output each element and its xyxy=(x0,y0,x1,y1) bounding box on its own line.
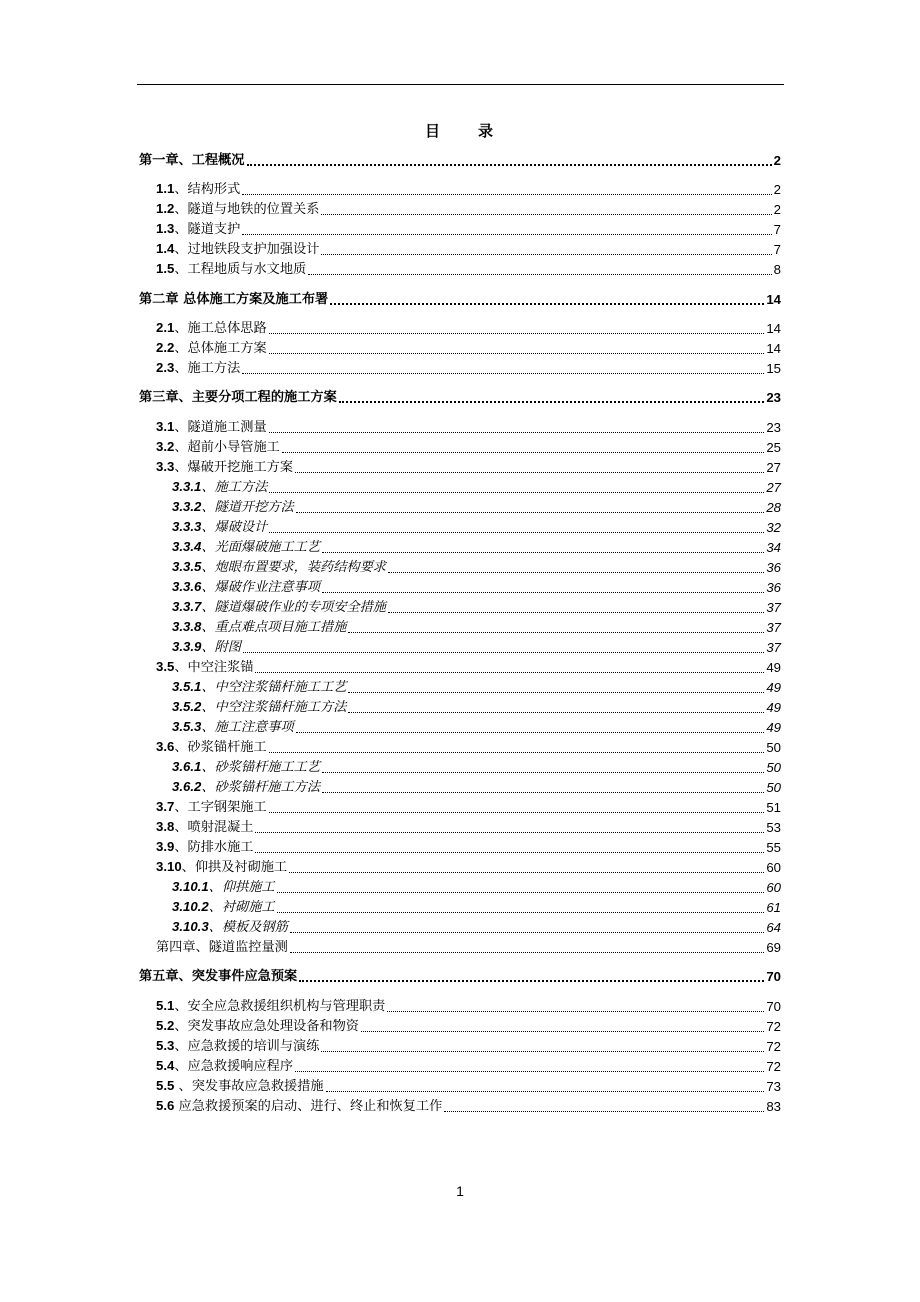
toc-entry-3-3-9[interactable]: 3.3.9、附图 37 xyxy=(172,639,781,655)
toc-entry-3-5-3[interactable]: 3.5.3、施工注意事项 49 xyxy=(172,719,781,735)
page-number: 1 xyxy=(456,1183,464,1199)
toc-entry-5-2[interactable]: 5.2、突发事故应急处理设备和物资 72 xyxy=(156,1018,781,1034)
toc-entry-5-3[interactable]: 5.3、应急救援的培训与演练 72 xyxy=(156,1038,781,1054)
toc-title-left: 目 xyxy=(424,122,442,140)
toc-entry-5-1[interactable]: 5.1、安全应急救援组织机构与管理职责 70 xyxy=(156,998,781,1014)
toc-entry-2-3[interactable]: 2.3、施工方法 15 xyxy=(156,360,781,376)
toc-entry-1-5[interactable]: 1.5、工程地质与水文地质 8 xyxy=(156,261,781,277)
toc-entry-1-2[interactable]: 1.2、隧道与地铁的位置关系 2 xyxy=(156,201,781,217)
toc-entry-3-3-1[interactable]: 3.3.1、施工方法 27 xyxy=(172,479,781,495)
toc-entry-3-7[interactable]: 3.7、工字钢架施工 51 xyxy=(156,799,781,815)
toc-title-right: 录 xyxy=(478,122,496,140)
toc-entry-3-10-2[interactable]: 3.10.2、衬砌施工 61 xyxy=(172,899,781,915)
toc-entry-1-4[interactable]: 1.4、过地铁段支护加强设计 7 xyxy=(156,241,781,257)
toc-entry-3-3-8[interactable]: 3.3.8、重点难点项目施工措施 37 xyxy=(172,619,781,635)
toc-entry-3-5-1[interactable]: 3.5.1、中空注浆锚杆施工工艺 49 xyxy=(172,679,781,695)
toc-entry-3-10[interactable]: 3.10、仰拱及衬砌施工 60 xyxy=(156,859,781,875)
toc-entry-chapter-2[interactable]: 第二章 总体施工方案及施工布署 14 xyxy=(139,292,781,307)
toc-entry-3-3-6[interactable]: 3.3.6、爆破作业注意事项 36 xyxy=(172,579,781,595)
toc-entry-chapter-1[interactable]: 第一章、工程概况 2 xyxy=(139,153,781,168)
toc-entry-3-2[interactable]: 3.2、超前小导管施工 25 xyxy=(156,439,781,455)
toc-entry-3-6-1[interactable]: 3.6.1、砂浆锚杆施工工艺 50 xyxy=(172,759,781,775)
toc-entry-3-5-2[interactable]: 3.5.2、中空注浆锚杆施工方法 49 xyxy=(172,699,781,715)
toc-entry-3-9[interactable]: 3.9、防排水施工 55 xyxy=(156,839,781,855)
toc-entry-3-3-3[interactable]: 3.3.3、爆破设计 32 xyxy=(172,519,781,535)
toc-entry-chapter-5[interactable]: 第五章、突发事件应急预案 70 xyxy=(139,969,781,984)
toc-entry-3-3-5[interactable]: 3.3.5、炮眼布置要求，装药结构要求 36 xyxy=(172,559,781,575)
toc-entry-3-3-2[interactable]: 3.3.2、隧道开挖方法 28 xyxy=(172,499,781,515)
toc-entry-3-3-4[interactable]: 3.3.4、光面爆破施工工艺 34 xyxy=(172,539,781,555)
toc-entry-3-3[interactable]: 3.3、爆破开挖施工方案 27 xyxy=(156,459,781,475)
toc-entry-3-5[interactable]: 3.5、中空注浆锚 49 xyxy=(156,659,781,675)
toc-entry-3-8[interactable]: 3.8、喷射混凝土 53 xyxy=(156,819,781,835)
toc-entry-1-1[interactable]: 1.1、结构形式 2 xyxy=(156,181,781,197)
toc-entry-5-6[interactable]: 5.6 应急救援预案的启动、进行、终止和恢复工作 83 xyxy=(156,1098,781,1114)
toc-entry-5-5[interactable]: 5.5 、突发事故应急救援措施 73 xyxy=(156,1078,781,1094)
toc-entry-chapter-4[interactable]: 第四章、隧道监控量测 69 xyxy=(156,940,781,955)
toc-entry-2-1[interactable]: 2.1、施工总体思路 14 xyxy=(156,320,781,336)
header-rule xyxy=(137,84,784,85)
toc-entry-2-2[interactable]: 2.2、总体施工方案 14 xyxy=(156,340,781,356)
toc-entry-3-6-2[interactable]: 3.6.2、砂浆锚杆施工方法 50 xyxy=(172,779,781,795)
toc-entry-5-4[interactable]: 5.4、应急救援响应程序 72 xyxy=(156,1058,781,1074)
toc-entry-3-3-7[interactable]: 3.3.7、隧道爆破作业的专项安全措施 37 xyxy=(172,599,781,615)
toc-entry-3-10-3[interactable]: 3.10.3、模板及钢筋 64 xyxy=(172,919,781,935)
toc-entry-3-10-1[interactable]: 3.10.1、仰拱施工 60 xyxy=(172,879,781,895)
toc-entry-chapter-3[interactable]: 第三章、主要分项工程的施工方案 23 xyxy=(139,390,781,405)
toc-title xyxy=(0,120,920,141)
toc-entry-1-3[interactable]: 1.3、隧道支护 7 xyxy=(156,221,781,237)
toc-entry-3-1[interactable]: 3.1、隧道施工测量 23 xyxy=(156,419,781,435)
toc-entry-3-6[interactable]: 3.6、砂浆锚杆施工 50 xyxy=(156,739,781,755)
